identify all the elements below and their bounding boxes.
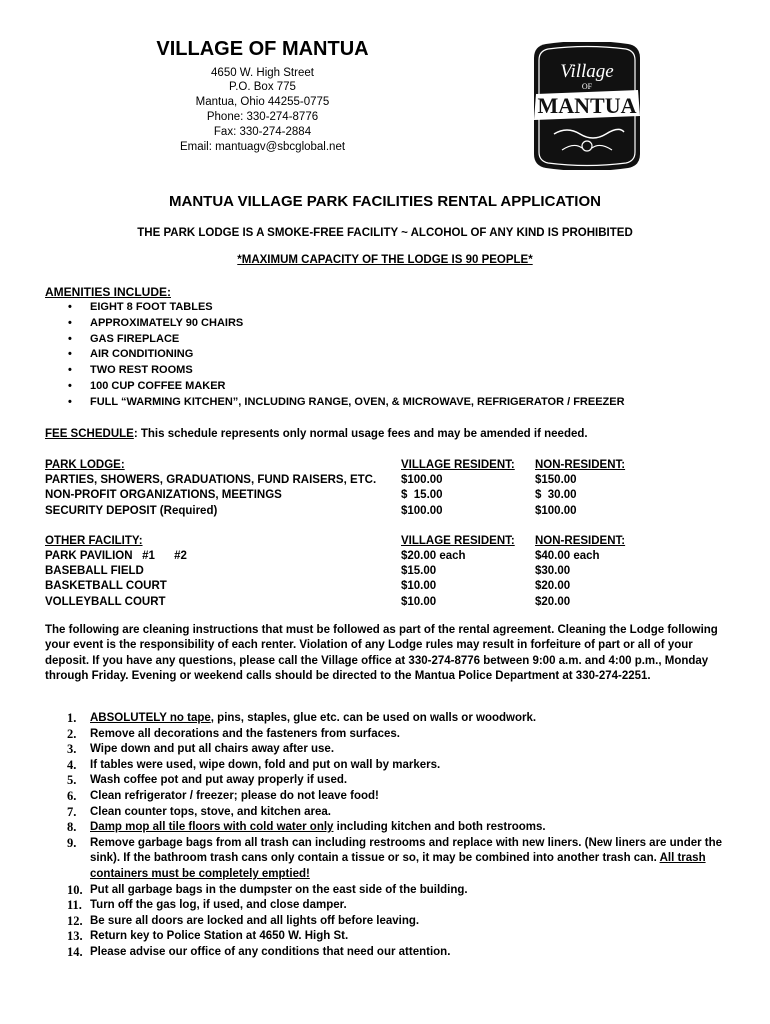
list-item bbox=[45, 883, 725, 899]
table-row-nonresident: $30.00 bbox=[535, 565, 571, 577]
rule-number: 3. bbox=[67, 742, 77, 757]
table-row-nonresident: $40.00 each bbox=[535, 550, 600, 562]
table-row-item: VOLLEYBALL COURT bbox=[45, 596, 166, 608]
list-item bbox=[60, 332, 625, 348]
list-item bbox=[60, 379, 625, 395]
list-item bbox=[45, 836, 725, 883]
rule-emphasis: Damp mop all tile floors with cold water only bbox=[90, 821, 334, 834]
fee-schedule-text: : This schedule represents only normal usage fees and may be amended if needed. bbox=[133, 428, 588, 440]
lodge-nonresident-header: NON-RESIDENT: bbox=[535, 459, 626, 471]
rule-number: 8. bbox=[67, 820, 77, 835]
table-row-resident: $10.00 bbox=[401, 580, 437, 592]
list-item bbox=[60, 395, 625, 411]
rule-number: 14. bbox=[67, 944, 83, 959]
amenity-text: TWO REST ROOMS bbox=[90, 364, 193, 377]
list-item bbox=[45, 758, 725, 774]
rule-emphasis: ABSOLUTELY no tape bbox=[90, 712, 211, 724]
cleaning-rules-list bbox=[45, 711, 725, 961]
list-item bbox=[45, 945, 725, 961]
table-row-item: PARK PAVILION #1 #2 bbox=[45, 550, 187, 562]
fee-schedule-label: FEE SCHEDULE bbox=[45, 428, 134, 440]
table-row-nonresident: $20.00 bbox=[535, 596, 571, 608]
other-facility-heading: OTHER FACILITY: bbox=[45, 535, 143, 547]
bullet: • bbox=[68, 348, 72, 361]
rule-number: 5. bbox=[67, 773, 77, 788]
rule-text: Put all garbage bags in the dumpster on the east side of the building. bbox=[90, 883, 468, 896]
amenity-text: 100 CUP COFFEE MAKER bbox=[90, 379, 226, 392]
list-item bbox=[45, 742, 725, 758]
bullet: • bbox=[68, 316, 72, 329]
rule-text: Wash coffee pot and put away properly if used. bbox=[90, 774, 348, 787]
rule-number: 1. bbox=[67, 711, 77, 725]
rule-text: Turn off the gas log, if used, and close damper. bbox=[90, 899, 347, 912]
bullet: • bbox=[68, 364, 72, 377]
rule-text: Remove garbage bags from all trash can including restrooms and replace with new liners. (New liners are under the sink). If the bathroom trash cans only contain a tissue or so, it may be combined into another trash can. bbox=[90, 836, 723, 865]
table-row-resident: $20.00 each bbox=[401, 550, 466, 562]
list-item bbox=[45, 711, 725, 727]
fee-schedule-line bbox=[45, 428, 588, 440]
rule-text: Clean refrigerator / freezer; please do not leave food! bbox=[90, 789, 379, 802]
rule-text: Wipe down and put all chairs away after use. bbox=[90, 743, 335, 756]
rule-text: Remove all decorations and the fasteners from surfaces. bbox=[90, 727, 400, 740]
list-item bbox=[60, 363, 625, 379]
table-row-item: BASEBALL FIELD bbox=[45, 565, 144, 577]
table-row-item: PARTIES, SHOWERS, GRADUATIONS, FUND RAISERS, ETC. bbox=[45, 474, 377, 486]
rule-text: Return key to Police Station at 4650 W. High St. bbox=[90, 930, 349, 943]
table-row-resident: $15.00 bbox=[401, 565, 437, 577]
list-item bbox=[45, 820, 725, 836]
amenity-text: FULL “WARMING KITCHEN”, INCLUDING RANGE, OVEN, & MICROWAVE, REFRIGERATOR / FREEZER bbox=[90, 395, 625, 408]
bullet: • bbox=[68, 395, 72, 408]
table-row-nonresident: $150.00 bbox=[535, 474, 577, 486]
rule-number: 6. bbox=[67, 788, 77, 803]
other-resident-header: VILLAGE RESIDENT: bbox=[401, 535, 515, 547]
address-fax: Fax: 330-274-2884 bbox=[213, 126, 312, 138]
list-item bbox=[45, 773, 725, 789]
rule-number: 7. bbox=[67, 804, 77, 819]
rule-number: 2. bbox=[67, 726, 77, 741]
park-lodge-heading: PARK LODGE: bbox=[45, 459, 125, 471]
list-item bbox=[45, 914, 725, 930]
amenity-text: EIGHT 8 FOOT TABLES bbox=[90, 301, 213, 313]
address-street: 4650 W. High Street bbox=[211, 67, 314, 79]
smoke-free-notice: THE PARK LODGE IS A SMOKE-FREE FACILITY ~ ALCOHOL OF ANY KIND IS PROHIBITED bbox=[137, 227, 633, 239]
table-row-item: SECURITY DEPOSIT (Required) bbox=[45, 505, 218, 517]
logo-of-text: OF bbox=[581, 82, 593, 91]
list-item bbox=[45, 929, 725, 945]
list-item bbox=[45, 898, 725, 914]
address-po-box: P.O. Box 775 bbox=[229, 81, 296, 93]
table-row-nonresident: $100.00 bbox=[535, 505, 577, 517]
rule-text: Clean counter tops, stove, and kitchen area. bbox=[90, 805, 331, 818]
bullet: • bbox=[68, 301, 72, 313]
lodge-resident-header: VILLAGE RESIDENT: bbox=[401, 459, 515, 471]
address-phone: Phone: 330-274-8776 bbox=[206, 111, 319, 123]
rule-number: 13. bbox=[67, 929, 83, 944]
table-row-resident: $10.00 bbox=[401, 596, 437, 608]
village-title: VILLAGE OF MANTUA bbox=[156, 38, 369, 60]
village-logo bbox=[532, 42, 642, 170]
amenity-text: APPROXIMATELY 90 CHAIRS bbox=[90, 316, 244, 329]
table-row-resident: $ 15.00 bbox=[401, 489, 443, 501]
address-city: Mantua, Ohio 44255-0775 bbox=[195, 96, 330, 108]
bullet: • bbox=[68, 379, 72, 392]
amenities-list bbox=[60, 300, 625, 411]
rule-number: 12. bbox=[67, 913, 83, 928]
table-row-nonresident: $ 30.00 bbox=[535, 489, 577, 501]
bullet: • bbox=[68, 332, 72, 345]
rule-text: Please advise our office of any conditions that need our attention. bbox=[90, 945, 451, 958]
rule-emphasis: All trash containers must be completely emptied! bbox=[90, 852, 706, 880]
rule-number: 9. bbox=[67, 835, 77, 850]
list-item bbox=[45, 805, 725, 821]
list-item bbox=[60, 347, 625, 363]
application-title: MANTUA VILLAGE PARK FACILITIES RENTAL APPLICATION bbox=[169, 193, 601, 210]
rule-number: 4. bbox=[67, 757, 77, 772]
amenity-text: AIR CONDITIONING bbox=[90, 348, 194, 361]
table-row-item: BASKETBALL COURT bbox=[45, 580, 167, 592]
logo-mantua-text: MANTUA bbox=[537, 93, 637, 118]
logo-village-text: Village bbox=[560, 61, 614, 82]
rule-text: If tables were used, wipe down, fold and put on wall by markers. bbox=[90, 758, 441, 771]
list-item bbox=[60, 316, 625, 332]
table-row-nonresident: $20.00 bbox=[535, 580, 571, 592]
amenities-heading: AMENITIES INCLUDE: bbox=[45, 285, 171, 299]
rule-number: 10. bbox=[67, 882, 83, 897]
table-row-resident: $100.00 bbox=[401, 505, 443, 517]
capacity-notice: *MAXIMUM CAPACITY OF THE LODGE IS 90 PEOPLE* bbox=[237, 254, 533, 266]
cleaning-instructions-paragraph: The following are cleaning instructions that must be followed as part of the rental agreement. Cleaning the Lodge following your event is the responsibility of each renter. Violation of any Lodge rules may result in forfeiture of part or all of your deposit. If you have any questions, please call the Village office at 330-274-8776 between 9:00 a.m. and 4:00 p.m., Monday through Friday. Evening or weekend calls should be directed to the Mantua Police Department at 330-274-2251. bbox=[45, 624, 718, 683]
rule-text: including kitchen and both restrooms. bbox=[333, 821, 546, 834]
list-item bbox=[45, 727, 725, 743]
table-row-item: NON-PROFIT ORGANIZATIONS, MEETINGS bbox=[45, 489, 282, 501]
rule-number: 11. bbox=[67, 898, 82, 913]
table-row-resident: $100.00 bbox=[401, 474, 443, 486]
rule-text: Be sure all doors are locked and all lights off before leaving. bbox=[90, 914, 420, 927]
list-item bbox=[45, 789, 725, 805]
amenity-text: GAS FIREPLACE bbox=[90, 332, 180, 345]
rule-text: , pins, staples, glue etc. can be used on walls or woodwork. bbox=[210, 712, 537, 724]
address-email: Email: mantuagv@sbcglobal.net bbox=[179, 141, 346, 153]
list-item bbox=[60, 300, 625, 316]
other-nonresident-header: NON-RESIDENT: bbox=[535, 535, 626, 547]
